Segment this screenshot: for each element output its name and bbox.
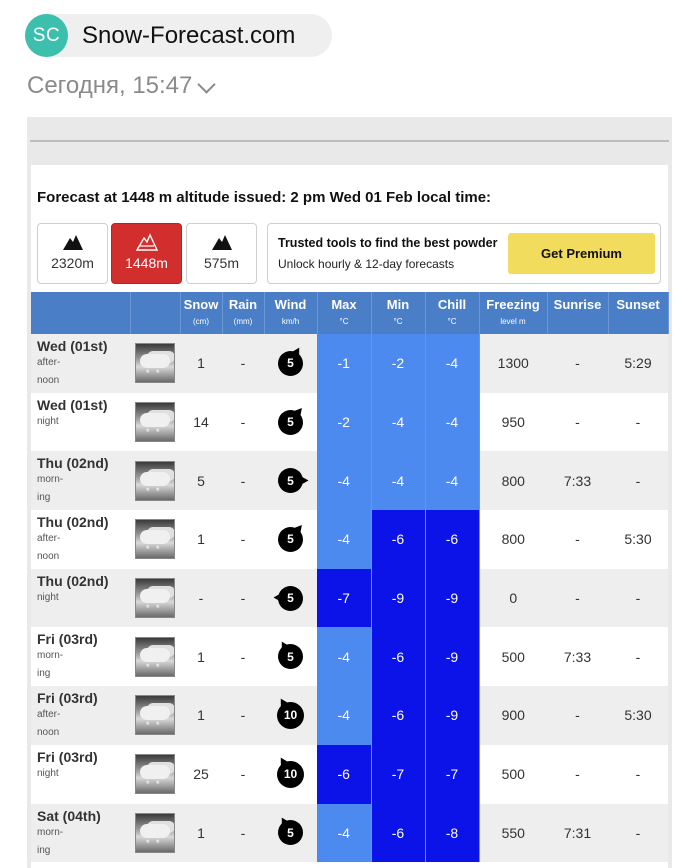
max-temp: -7 (317, 569, 371, 628)
period-label-cont: noon (37, 727, 60, 739)
period-label-cont: ing (37, 668, 51, 680)
header-freezing: Freezing level m (479, 292, 547, 334)
sunrise-time: - (575, 414, 580, 431)
snow-value: 5 (180, 451, 222, 510)
min-temp: -4 (371, 393, 425, 452)
max-temp: -4 (317, 686, 371, 745)
wind-speed: 5 (287, 415, 294, 430)
max-temp: -2 (317, 393, 371, 452)
wind-speed: 10 (283, 708, 298, 723)
chill-temp: -4 (425, 393, 479, 452)
period-label: after- (37, 709, 61, 721)
sunset-time: - (608, 451, 668, 510)
forecast-table (31, 292, 669, 862)
weather-cell (130, 569, 180, 628)
sunset-time: - (635, 648, 641, 665)
chill-temp: -9 (425, 627, 479, 686)
forecast-period (31, 510, 130, 569)
snow-value: 1 (180, 686, 222, 745)
table-row (31, 627, 668, 686)
day-label: Sat (04th) (37, 807, 101, 824)
wind-cell (264, 451, 317, 510)
min-temp: -6 (371, 686, 425, 745)
freezing-level: 950 (501, 414, 525, 431)
sunrise-time: - (575, 531, 580, 548)
rain-value: - (222, 334, 264, 393)
sunrise-time: 7:33 (563, 648, 592, 665)
altitude-button-2320m[interactable] (37, 223, 108, 284)
sunset-time: 5:29 (608, 334, 668, 393)
period-label-cont: noon (37, 551, 60, 563)
sunset-time: 5:30 (608, 686, 668, 745)
rain-value: - (222, 804, 264, 863)
header-rain: Rain (mm) (222, 292, 264, 334)
wind-speed: 5 (287, 825, 294, 840)
table-row (31, 804, 668, 863)
get-premium-button[interactable]: Get Premium (508, 233, 655, 274)
table-row (31, 334, 668, 393)
weather-cell (130, 510, 180, 569)
period-label: night (37, 415, 59, 427)
sunrise-time: - (547, 686, 608, 745)
wind-cell (264, 627, 317, 686)
period-label-cont: ing (37, 492, 51, 504)
period-label: morn- (37, 474, 64, 486)
snow-value: 25 (193, 766, 209, 783)
freezing-level: 1300 (479, 334, 547, 393)
forecast-period (31, 393, 130, 452)
table-row (31, 393, 668, 452)
day-label: Thu (02nd) (37, 514, 109, 531)
wind-cell (264, 569, 317, 628)
min-temp: -6 (371, 510, 425, 569)
period-label-cont: ing (37, 844, 51, 856)
wind-speed: 5 (287, 591, 294, 606)
max-temp: -1 (317, 334, 371, 393)
weather-cell (130, 745, 180, 804)
snow-cloud-icon (135, 461, 175, 501)
forecast-card (31, 165, 668, 868)
snow-cloud-icon (135, 637, 175, 677)
freezing-level: 500 (501, 648, 525, 665)
wind-arrow-icon (277, 761, 304, 788)
weather-cell (130, 451, 180, 510)
premium-promo (267, 223, 661, 284)
divider (30, 140, 669, 142)
chill-temp: -7 (425, 745, 479, 804)
rain-value: - (240, 766, 246, 783)
sunset-time: 5:30 (624, 531, 652, 548)
snow-cloud-icon (135, 519, 175, 559)
chill-temp: -9 (425, 686, 479, 745)
weather-cell (130, 686, 180, 745)
day-label: Thu (02nd) (37, 455, 109, 472)
sunset-time: - (608, 804, 668, 863)
day-label: Wed (01st) (37, 338, 108, 354)
header-chill: Chill °C (425, 292, 479, 334)
header-min: Min °C (371, 292, 425, 334)
max-temp: -4 (317, 510, 371, 569)
min-temp: -2 (371, 334, 425, 393)
sunrise-time: 7:33 (547, 451, 608, 510)
altitude-label: 2320m (51, 255, 94, 271)
snow-cloud-icon (135, 695, 175, 735)
snow-cloud-icon (135, 813, 175, 853)
wind-cell (264, 745, 317, 804)
freezing-level: 500 (501, 766, 525, 783)
sunrise-time: - (547, 334, 608, 393)
snow-value: 1 (197, 531, 205, 548)
min-temp: -4 (371, 451, 425, 510)
wind-speed: 5 (287, 473, 294, 488)
snow-cloud-icon (135, 343, 175, 383)
table-row (31, 569, 668, 628)
avatar: SC (25, 14, 68, 57)
message-timestamp[interactable] (27, 72, 213, 100)
freezing-level: 900 (479, 686, 547, 745)
wind-arrow-icon (278, 468, 303, 493)
header-snow: Snow (cm) (180, 292, 222, 334)
forecast-period (31, 451, 130, 510)
wind-direction-arrow (299, 475, 308, 485)
table-row (31, 510, 668, 569)
period-label: after- (37, 533, 61, 545)
chill-temp: -8 (425, 804, 479, 863)
header-max: Max °C (317, 292, 371, 334)
wind-arrow-icon (278, 527, 303, 552)
wind-direction-arrow (292, 522, 305, 535)
wind-cell (264, 393, 317, 452)
day-label: Fri (03rd) (37, 748, 98, 765)
wind-arrow-icon (278, 586, 303, 611)
rain-value: - (222, 686, 264, 745)
freezing-level: 800 (501, 531, 525, 548)
wind-arrow-icon (278, 410, 303, 435)
freezing-level: 800 (479, 451, 547, 510)
forecast-title: Forecast at 1448 m altitude issued: 2 pm Wed 01 Feb local time: (37, 189, 492, 206)
max-temp: -4 (317, 451, 371, 510)
sunset-time: - (635, 766, 641, 783)
max-temp: -6 (317, 745, 371, 804)
forecast-period (31, 686, 130, 745)
weather-cell (130, 804, 180, 863)
day-label: Thu (02nd) (37, 572, 109, 589)
chill-temp: -9 (425, 569, 479, 628)
sunrise-time: - (547, 569, 608, 628)
freezing-level: 0 (479, 569, 547, 628)
wind-arrow-icon (278, 820, 303, 845)
mountain-top-icon (62, 233, 84, 251)
promo-subtitle: Unlock hourly & 12-day forecasts (278, 257, 455, 271)
wind-direction-arrow (292, 405, 305, 418)
header-when (31, 292, 130, 334)
max-temp: -4 (317, 627, 371, 686)
sender-pill[interactable] (25, 14, 332, 57)
rain-value: - (222, 569, 264, 628)
min-temp: -6 (371, 627, 425, 686)
timestamp-text: Сегодня, 15:47 (27, 72, 193, 99)
wind-cell (264, 334, 317, 393)
weather-cell (130, 393, 180, 452)
wind-cell (264, 686, 317, 745)
altitude-button-1448m[interactable] (111, 223, 182, 284)
altitude-button-575m[interactable] (186, 223, 257, 284)
sunset-time: - (608, 569, 668, 628)
header-wind: Wind km/h (264, 292, 317, 334)
wind-direction-arrow (273, 593, 282, 603)
period-label: morn- (37, 650, 64, 662)
altitude-label: 1448m (125, 255, 168, 271)
table-row (31, 686, 668, 745)
sunrise-time: 7:31 (547, 804, 608, 863)
table-row (31, 451, 668, 510)
snow-value: 14 (193, 414, 209, 431)
weather-cell (130, 627, 180, 686)
period-label: night (37, 591, 59, 603)
snow-value: 1 (180, 334, 222, 393)
min-temp: -9 (371, 569, 425, 628)
mountain-bottom-icon (211, 233, 233, 251)
chill-temp: -4 (425, 451, 479, 510)
rain-value: - (240, 531, 246, 548)
freezing-level: 550 (479, 804, 547, 863)
header-sunset: Sunset (608, 292, 668, 334)
min-temp: -7 (371, 745, 425, 804)
period-label: after- (37, 357, 61, 368)
snow-value: 1 (197, 648, 205, 665)
snow-cloud-icon (135, 402, 175, 442)
wind-speed: 5 (287, 532, 294, 547)
sunset-time: - (635, 414, 641, 431)
rain-value: - (240, 648, 246, 665)
sender-name: Snow-Forecast.com (82, 21, 296, 49)
period-label-cont: noon (37, 375, 60, 386)
header-weather (130, 292, 180, 334)
forecast-period (31, 627, 130, 686)
weather-cell (130, 334, 180, 393)
chill-temp: -6 (425, 510, 479, 569)
mountain-mid-icon (136, 233, 158, 251)
wind-cell (264, 804, 317, 863)
forecast-period (31, 569, 130, 628)
table-header-row (31, 292, 668, 334)
day-label: Wed (01st) (37, 396, 108, 413)
wind-arrow-icon (278, 351, 303, 376)
promo-title: Trusted tools to find the best powder (278, 236, 498, 250)
forecast-period (31, 334, 130, 393)
period-label: morn- (37, 826, 64, 838)
table-row (31, 745, 668, 804)
wind-speed: 10 (283, 767, 298, 782)
header-sunrise: Sunrise (547, 292, 608, 334)
day-label: Fri (03rd) (37, 690, 98, 707)
snow-cloud-icon (135, 578, 175, 618)
snow-cloud-icon (135, 754, 175, 794)
forecast-period (31, 745, 130, 804)
wind-cell (264, 510, 317, 569)
snow-value: - (180, 569, 222, 628)
forecast-period (31, 804, 130, 863)
period-label: night (37, 767, 59, 779)
sunrise-time: - (575, 766, 580, 783)
min-temp: -6 (371, 804, 425, 863)
forecast-screenshot-panel (27, 117, 672, 868)
altitude-label: 575m (203, 255, 240, 271)
wind-arrow-icon (278, 644, 303, 669)
wind-speed: 5 (287, 356, 294, 371)
wind-arrow-icon (277, 702, 304, 729)
day-label: Fri (03rd) (37, 631, 98, 648)
snow-value: 1 (180, 804, 222, 863)
chill-temp: -4 (425, 334, 479, 393)
rain-value: - (222, 451, 264, 510)
max-temp: -4 (317, 804, 371, 863)
wind-direction-arrow (277, 755, 290, 768)
rain-value: - (240, 414, 246, 431)
chevron-down-icon (198, 75, 216, 93)
wind-direction-arrow (277, 696, 290, 709)
wind-speed: 5 (287, 649, 294, 664)
